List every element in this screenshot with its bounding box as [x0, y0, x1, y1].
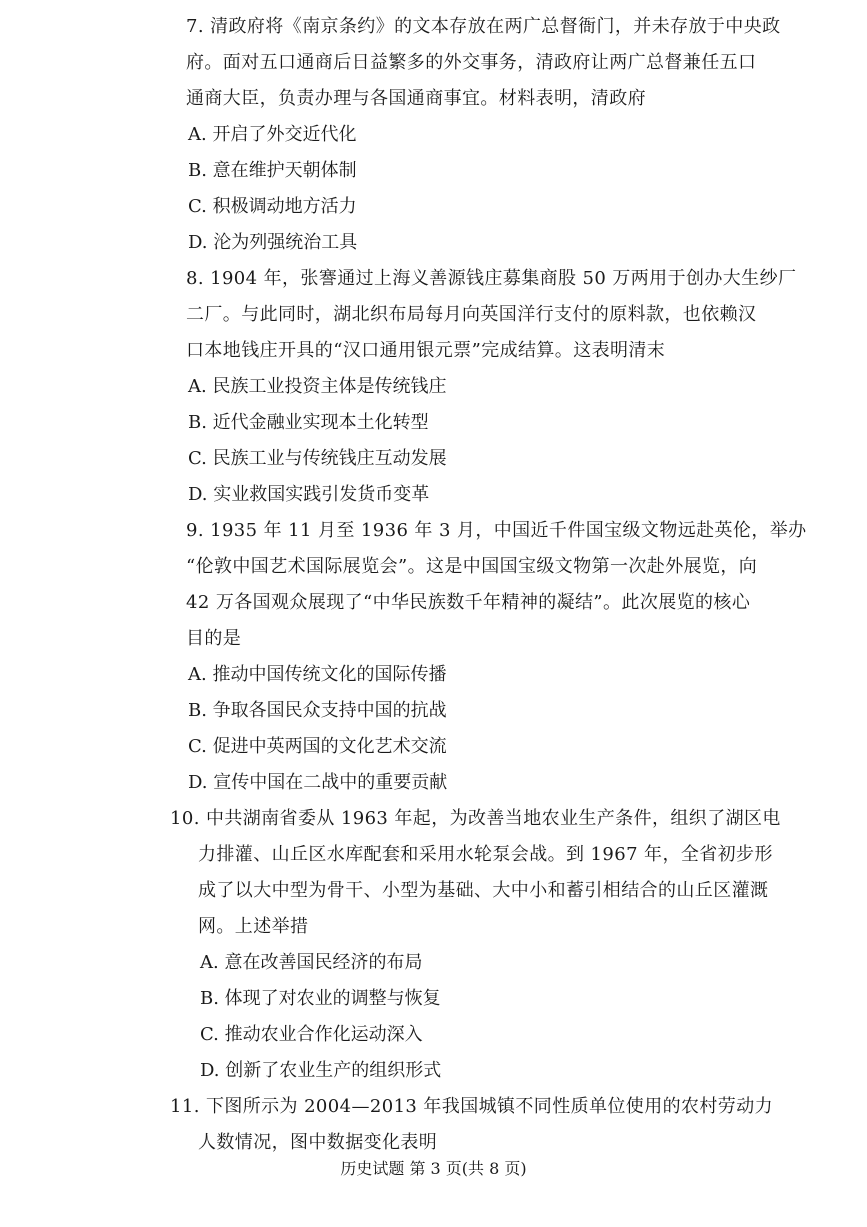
option-d: D. 实业救国实践引发货币变革 — [188, 484, 430, 505]
option-b: B. 意在维护天朝体制 — [188, 160, 357, 181]
question-stem-line: “伦敦中国艺术国际展览会”。这是中国国宝级文物第一次赴外展览，向 — [186, 556, 758, 577]
option-d: D. 创新了农业生产的组织形式 — [200, 1060, 442, 1081]
question-stem-line: 二厂。与此同时，湖北织布局每月向英国洋行支付的原料款，也依赖汉 — [186, 304, 757, 325]
option-a: A. 推动中国传统文化的国际传播 — [188, 664, 447, 685]
question-stem-line: 9. 1935 年 11 月至 1936 年 3 月，中国近千件国宝级文物远赴英伦，举办 — [186, 520, 807, 541]
question-stem-line: 力排灌、山丘区水库配套和采用水轮泵会战。到 1967 年，全省初步形 — [198, 844, 773, 865]
option-d: D. 沦为列强统治工具 — [188, 232, 358, 253]
option-c: C. 推动农业合作化运动深入 — [200, 1024, 423, 1045]
option-a: A. 民族工业投资主体是传统钱庄 — [188, 376, 447, 397]
question-stem-line: 42 万各国观众展现了“中华民族数千年精神的凝结”。此次展览的核心 — [186, 592, 751, 613]
question-stem-line: 目的是 — [186, 628, 242, 649]
option-b: B. 争取各国民众支持中国的抗战 — [188, 700, 447, 721]
option-c: C. 民族工业与传统钱庄互动发展 — [188, 448, 447, 469]
question-stem-line: 通商大臣，负责办理与各国通商事宜。材料表明，清政府 — [186, 88, 646, 109]
option-d: D. 宣传中国在二战中的重要贡献 — [188, 772, 448, 793]
question-stem-line: 口本地钱庄开具的“汉口通用银元票”完成结算。这表明清末 — [186, 340, 666, 361]
question-stem-line: 8. 1904 年，张謇通过上海义善源钱庄募集商股 50 万两用于创办大生纱厂 — [186, 268, 797, 289]
question-stem-line: 11. 下图所示为 2004—2013 年我国城镇不同性质单位使用的农村劳动力 — [170, 1096, 774, 1117]
option-b: B. 近代金融业实现本土化转型 — [188, 412, 429, 433]
question-stem-line: 成了以大中型为骨干、小型为基础、大中小和蓄引相结合的山丘区灌溉 — [198, 880, 769, 901]
question-stem-line: 人数情况，图中数据变化表明 — [198, 1132, 438, 1153]
page-footer: 历史试题 第 3 页(共 8 页) — [340, 1159, 527, 1178]
option-c: C. 促进中英两国的文化艺术交流 — [188, 736, 447, 757]
option-c: C. 积极调动地方活力 — [188, 196, 357, 217]
question-stem-line: 7. 清政府将《南京条约》的文本存放在两广总督衙门，并未存放于中央政 — [186, 16, 781, 37]
option-a: A. 意在改善国民经济的布局 — [200, 952, 423, 973]
question-stem-line: 府。面对五口通商后日益繁多的外交事务，清政府让两广总督兼任五口 — [186, 52, 757, 73]
option-b: B. 体现了对农业的调整与恢复 — [200, 988, 441, 1009]
option-a: A. 开启了外交近代化 — [188, 124, 357, 145]
question-stem-line: 10. 中共湖南省委从 1963 年起，为改善当地农业生产条件，组织了湖区电 — [170, 808, 781, 829]
question-stem-line: 网。上述举措 — [198, 916, 309, 937]
